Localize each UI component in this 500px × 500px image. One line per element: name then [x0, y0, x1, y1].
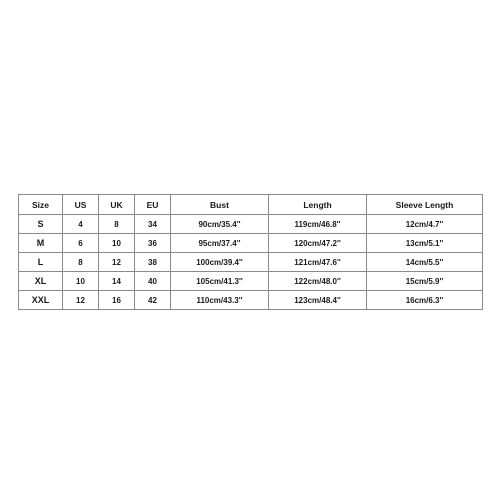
cell-length: 119cm/46.8'': [269, 215, 367, 234]
cell-size: XXL: [19, 291, 63, 310]
cell-length: 120cm/47.2'': [269, 234, 367, 253]
cell-us: 4: [63, 215, 99, 234]
table-row: [19, 253, 483, 272]
header-row: [19, 195, 483, 215]
cell-bust: 90cm/35.4'': [171, 215, 269, 234]
cell-us: 10: [63, 272, 99, 291]
cell-eu: 40: [135, 272, 171, 291]
header-uk: UK: [99, 195, 135, 215]
cell-sleeve-length: 14cm/5.5'': [367, 253, 483, 272]
cell-length: 123cm/48.4'': [269, 291, 367, 310]
cell-eu: 36: [135, 234, 171, 253]
cell-uk: 16: [99, 291, 135, 310]
header-eu: EU: [135, 195, 171, 215]
cell-eu: 42: [135, 291, 171, 310]
header-size: Size: [19, 195, 63, 215]
table-row: [19, 215, 483, 234]
cell-size: XL: [19, 272, 63, 291]
cell-uk: 8: [99, 215, 135, 234]
cell-bust: 100cm/39.4'': [171, 253, 269, 272]
header-bust: Bust: [171, 195, 269, 215]
header-us: US: [63, 195, 99, 215]
table-row: [19, 234, 483, 253]
cell-us: 6: [63, 234, 99, 253]
header-length: Length: [269, 195, 367, 215]
cell-bust: 110cm/43.3'': [171, 291, 269, 310]
cell-us: 8: [63, 253, 99, 272]
header-sleeve-length: Sleeve Length: [367, 195, 483, 215]
cell-sleeve-length: 15cm/5.9'': [367, 272, 483, 291]
size-chart-table: [18, 194, 483, 310]
cell-eu: 38: [135, 253, 171, 272]
table-row: [19, 272, 483, 291]
cell-bust: 95cm/37.4'': [171, 234, 269, 253]
cell-length: 122cm/48.0'': [269, 272, 367, 291]
table-row: [19, 291, 483, 310]
cell-us: 12: [63, 291, 99, 310]
cell-uk: 10: [99, 234, 135, 253]
cell-size: L: [19, 253, 63, 272]
cell-uk: 12: [99, 253, 135, 272]
cell-sleeve-length: 13cm/5.1'': [367, 234, 483, 253]
cell-size: S: [19, 215, 63, 234]
cell-uk: 14: [99, 272, 135, 291]
cell-sleeve-length: 16cm/6.3'': [367, 291, 483, 310]
cell-length: 121cm/47.6'': [269, 253, 367, 272]
cell-bust: 105cm/41.3'': [171, 272, 269, 291]
cell-sleeve-length: 12cm/4.7'': [367, 215, 483, 234]
cell-eu: 34: [135, 215, 171, 234]
cell-size: M: [19, 234, 63, 253]
